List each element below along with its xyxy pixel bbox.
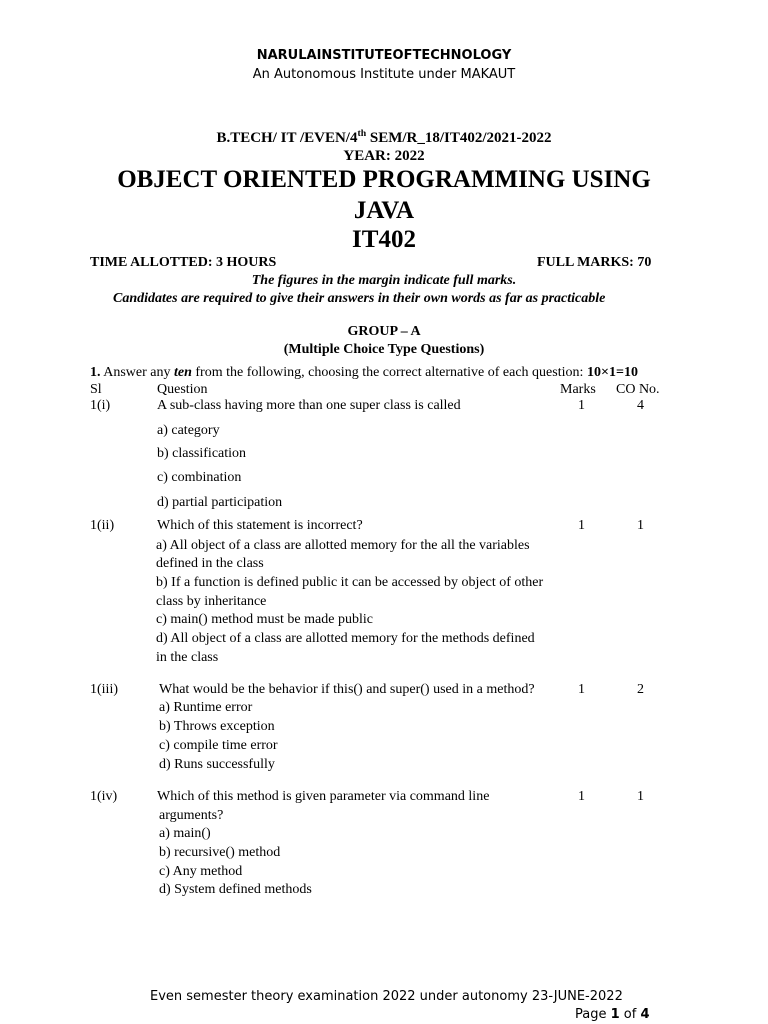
option: in the class — [156, 650, 219, 665]
question-marks: 1 — [578, 682, 585, 697]
note-own-words: Candidates are required to give their answers in their own words as far as practicable — [113, 291, 606, 306]
column-co: CO No. — [616, 382, 660, 397]
option: d) Runs successfully — [159, 757, 275, 772]
question-text: What would be the behavior if this() and super() used in a method? — [159, 682, 535, 697]
question-text-continued: arguments? — [159, 808, 224, 823]
option: b) If a function is defined public it can be accessed by object of other — [156, 575, 544, 590]
instruction-number: 1. — [90, 365, 101, 380]
course-line — [0, 130, 768, 147]
option: a) All object of a class are allotted memory for the all the variables — [156, 538, 530, 553]
question-marks: 1 — [578, 398, 585, 413]
option: c) main() method must be made public — [156, 612, 373, 627]
question-sl: 1(i) — [90, 398, 111, 413]
question-co: 1 — [637, 518, 644, 533]
option: c) compile time error — [159, 738, 278, 753]
option: defined in the class — [156, 556, 264, 571]
question-co: 4 — [637, 398, 644, 413]
instruction-pre: Answer any — [100, 365, 174, 380]
instruction — [90, 365, 583, 381]
option: a) category — [157, 423, 220, 438]
option: b) Throws exception — [159, 719, 275, 734]
exam-year: YEAR: 2022 — [343, 148, 425, 164]
question-marks: 1 — [578, 518, 585, 533]
question-co: 2 — [637, 682, 644, 697]
page-current: 1 — [610, 1007, 620, 1022]
option: d) partial participation — [157, 495, 283, 510]
page-of: of — [619, 1007, 641, 1022]
instruction-emphasis: ten — [174, 365, 192, 380]
column-marks: Marks — [560, 382, 596, 397]
page-total: 4 — [640, 1007, 650, 1022]
page-label: Page — [575, 1007, 611, 1022]
institute-name: NARULAINSTITUTEOFTECHNOLOGY — [256, 48, 512, 63]
course-line-post: SEM/R_18/IT402/2021-2022 — [366, 130, 552, 146]
option: c) combination — [157, 470, 242, 485]
option: a) Runtime error — [159, 700, 253, 715]
instruction-marks: 10×1=10 — [587, 365, 638, 380]
group-subtitle: (Multiple Choice Type Questions) — [283, 342, 485, 357]
option: d) System defined methods — [159, 882, 312, 897]
option: b) recursive() method — [159, 845, 281, 860]
question-marks: 1 — [578, 789, 585, 804]
column-sl: Sl — [90, 382, 102, 397]
subject-title-line1: OBJECT ORIENTED PROGRAMMING USING — [117, 166, 651, 193]
institute-subtitle: An Autonomous Institute under MAKAUT — [252, 67, 516, 82]
option: d) All object of a class are allotted memory for the methods defined — [156, 631, 535, 646]
question-sl: 1(iii) — [90, 682, 118, 697]
question-co: 1 — [637, 789, 644, 804]
note-margin-marks: The figures in the margin indicate full marks. — [251, 273, 517, 288]
question-sl: 1(iv) — [90, 789, 118, 804]
course-line-sup: th — [357, 128, 367, 139]
question-text: Which of this statement is incorrect? — [157, 518, 363, 533]
option: b) classification — [157, 446, 247, 461]
question-text: A sub-class having more than one super class is called — [157, 398, 461, 413]
instruction-post: from the following, choosing the correct alternative of each question: — [191, 365, 584, 380]
column-question: Question — [157, 382, 208, 397]
question-sl: 1(ii) — [90, 518, 115, 533]
group-title: GROUP – A — [347, 324, 421, 339]
question-text: Which of this method is given parameter via command line — [157, 789, 490, 804]
subject-code: IT402 — [352, 226, 416, 253]
option: c) Any method — [159, 864, 243, 879]
time-allotted: TIME ALLOTTED: 3 HOURS — [90, 255, 277, 270]
full-marks: FULL MARKS: 70 — [537, 255, 652, 270]
option: class by inheritance — [156, 594, 267, 609]
footer-exam-info: Even semester theory examination 2022 under autonomy 23-JUNE-2022 — [150, 989, 623, 1004]
page-number — [575, 1007, 650, 1022]
course-line-pre: B.TECH/ IT /EVEN/4 — [216, 130, 358, 146]
option: a) main() — [159, 826, 211, 841]
subject-title-line2: JAVA — [353, 197, 415, 224]
